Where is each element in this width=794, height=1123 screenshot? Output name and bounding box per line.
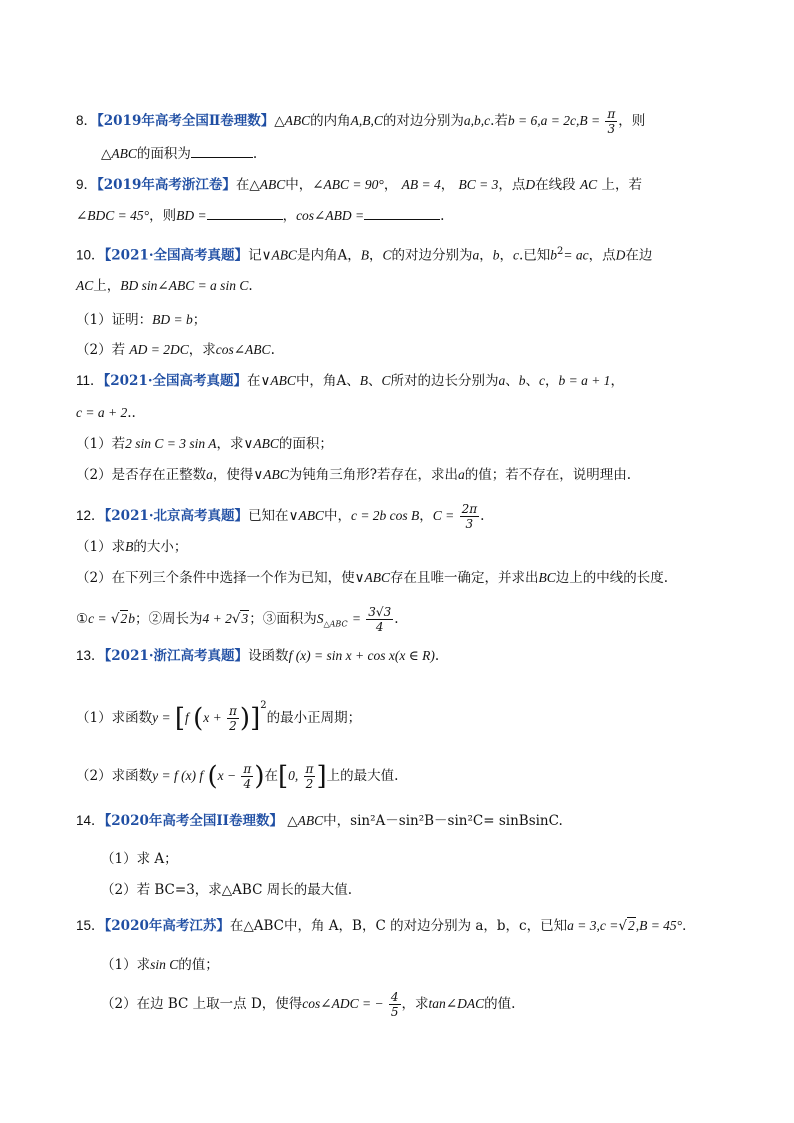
problem-15-line-1 [76,917,696,935]
problem-9-line-2 [76,207,444,225]
math: a [457,467,465,482]
fraction-pi-2 [227,704,239,733]
problem-15-subquestion-2 [101,990,515,1019]
text: ， [499,247,513,264]
math: b [550,247,558,263]
paren: ) [239,703,251,734]
text: ，则 [149,208,177,224]
math: AB = 4 [401,177,441,192]
problem-number: 10． [76,247,105,263]
text: 的面积； [278,436,333,452]
text: 所对的边长分别为 [390,373,499,389]
math: tan∠DAC [428,996,485,1011]
radicand: 2 [120,611,128,626]
text: （2）若 BC=3，求△ABC 周长的最大值. [101,882,352,898]
text: 中， [285,177,313,193]
numerator: 4 [390,990,399,1004]
text: . [480,508,485,524]
problem-source: 【2021·浙江高考真题】 [104,648,249,664]
math: b [518,373,526,388]
problem-13-subquestion-1 [76,697,361,733]
text: （1）求函数 [76,710,153,726]
problem-source: 【2021·全国高考真题】 [104,247,249,264]
text: （1）证明： [76,312,153,328]
math: BD = b [152,312,193,327]
text: 、 [525,373,539,389]
problem-11-subquestion-1 [76,435,333,453]
math: ∠ABC = 90° [312,177,384,192]
problem-source: 【2020年高考江苏】 [104,918,230,934]
text: 在△ABC中，角 A，B，C 的对边分别为 a，b，c，已知 [229,918,568,934]
text: （2）在下列三个条件中选择一个作为已知，使 [76,570,355,586]
math: B [360,247,369,263]
problem-10-subquestion-2 [76,341,275,359]
text: ，求 [188,342,216,358]
problem-number: 9． [76,177,98,192]
problem-number: 12． [76,508,105,523]
text: △ [274,113,285,129]
problem-source: 【2021·北京高考真题】 [104,508,249,524]
text: 的面积为 [136,146,191,162]
math: ∨ABC [288,508,324,523]
numerator: π [607,107,616,121]
text: ， [544,373,559,389]
text: 的值. [484,996,516,1012]
text: 、 [505,373,519,389]
paren: ) [254,761,265,792]
math: C [381,373,391,388]
fraction-pi-3 [605,107,617,136]
text: 的值； [178,957,219,973]
text: A [336,373,347,389]
math: a [206,467,213,482]
fraction-pi-4 [241,762,253,791]
denominator: 3 [607,122,616,136]
math: x + [203,710,222,725]
problem-number: 14． [76,813,105,828]
math: f [185,710,189,725]
text: （1）若 [76,436,126,452]
problem-11-line-1 [76,372,624,390]
math: sin C [150,957,179,972]
math: c = [88,611,107,626]
math: BD = [176,208,207,223]
radical-sign: √ [110,611,120,627]
text: A [337,247,348,264]
paren: ( [193,703,204,734]
problem-8-line-1 [76,107,645,136]
radicand: 3 [241,611,249,626]
text: ，求 [401,996,429,1012]
text: 中，角 [295,373,337,389]
problem-12-conditions [76,605,399,634]
math: ∨ABC [260,373,296,388]
problem-14-subquestion-2 [101,881,352,899]
problem-8-line-2 [101,145,257,163]
text: ，求 [216,436,244,452]
problem-10-line-2 [76,277,253,295]
text: 设函数 [248,648,289,664]
fraction-2pi-3 [460,502,480,531]
radical-sign: √ [618,918,627,934]
text: ，使得 [212,467,254,483]
math: ∨ABC [253,467,289,482]
problem-11-line-2 [76,404,136,422]
text: ，点 [498,177,526,193]
math: BD sin∠ABC = a sin C [120,278,249,293]
text: （1）求 A； [101,851,178,867]
text: 存在且唯一确定，并求出 [389,570,539,586]
math: AD = 2DC [129,342,189,357]
math: cos∠ADC = − [302,996,384,1011]
text: ，点 [588,247,616,264]
answer-blank[interactable] [364,207,440,220]
text: ，则 [618,113,646,129]
math: b = 6,a = 2c,B = [507,113,601,128]
bracket: [ [174,703,186,734]
text: 上的最大值. [326,768,399,784]
subscript: △ABC [323,619,348,629]
denominator: 4 [243,777,252,791]
math: △ABC [287,813,324,828]
text: ． [682,918,696,934]
denominator: 4 [375,620,384,634]
problem-10-line-1 [76,243,652,265]
text: 中，sin²A－sin²B－sin²C= sinBsinC. [323,813,563,829]
bracket: ] [316,761,327,792]
text: 的值；若不存在，说明理由. [464,467,632,483]
problem-12-line-1 [76,502,484,531]
math: BC [538,570,556,585]
math: B [125,539,134,554]
text: 、 [367,373,382,389]
text: 上， [93,278,121,294]
math: 2 sin C = 3 sin A [125,436,217,451]
text: 的内角 [310,113,351,129]
text: ， [383,177,398,193]
math: BC = 3 [458,177,499,192]
math: y = f (x) f [152,768,204,783]
fraction-4-5 [389,990,401,1019]
text: 在 [235,177,250,193]
math: a,b,c [463,113,491,128]
text: ， [479,247,493,264]
text: （1）求 [101,957,151,973]
text: （2）若 [76,342,126,358]
math: a [472,247,480,263]
text: . [248,278,253,294]
text: .若 [490,113,508,129]
denominator: 3 [465,517,474,531]
text: ， [347,247,361,264]
bracket: ] [250,703,261,734]
problem-12-subquestion-1 [76,538,187,556]
numerator: π [243,762,252,776]
math: 0, [288,768,299,783]
text: （2）求函数 [76,768,153,784]
text: ， [419,508,433,524]
text: 在线段 [535,177,576,193]
math: D [525,177,536,192]
math: ABC [284,113,311,128]
math: b [128,611,135,626]
text: ， [610,373,624,389]
math: x − [217,768,237,783]
text: .已知 [518,247,551,264]
problem-source: 【2021·全国高考真题】 [103,373,248,389]
problem-10-subquestion-1 [76,311,206,329]
math: c [538,373,545,388]
math: f (x) = sin x + cos x(x ∈ R) [288,648,435,663]
math: A,B,C [350,113,383,128]
numerator: π [229,704,237,718]
text: ， [440,177,455,193]
text: 上，若 [601,177,642,193]
math: 4 + 2 [202,611,232,626]
text: 在边 [625,247,653,264]
math: c = 2b cos B [350,508,420,523]
problem-source: 【2019年高考浙江卷】 [97,177,236,193]
math: S [316,611,324,626]
math: c [512,247,519,263]
superscript: 2 [260,700,267,711]
problem-9-line-1 [76,176,642,194]
superscript: 2 [557,246,564,257]
math: a [498,373,506,388]
math: a = 3,c = [567,918,619,933]
math: b = a + 1 [558,373,611,388]
radicand: 2 [627,918,635,933]
text: 在 [264,768,278,784]
text: . [434,648,440,664]
text: ； [192,312,207,328]
denominator: 5 [390,1005,399,1019]
text: （1）求 [76,539,126,555]
problem-number: 8． [76,113,98,128]
math: C = [432,508,455,523]
math: = ac [563,247,589,263]
problem-15-subquestion-1 [101,956,219,974]
problem-number: 13． [76,648,105,663]
math: ∨ABC [261,247,297,263]
paren: ( [207,761,218,792]
bracket: [ [277,761,289,792]
math: ∨ABC [243,436,279,451]
text: ， [282,208,297,224]
answer-blank[interactable] [207,207,283,220]
text: 已知在 [248,508,289,524]
text: （2）在边 BC 上取一点 D，使得 [101,996,303,1012]
text: ；③面积为 [249,611,317,627]
problem-number: 15． [76,918,105,933]
problem-12-subquestion-2 [76,569,668,587]
math: c = a + 2 [76,405,128,420]
text: . [440,208,445,224]
text: 中， [323,508,351,524]
text: 为钝角三角形?若存在，求出 [288,467,458,483]
text: 是内角 [296,247,338,264]
denominator: 2 [305,777,314,791]
problem-source: 【2019年高考全国Ⅱ卷理数】 [97,113,275,129]
math: B [359,373,368,388]
text: 、 [346,373,360,389]
text: . [270,342,275,358]
numerator: π [305,762,314,776]
problem-number: 11． [76,373,104,388]
text: ， [368,247,383,264]
math: y = [152,710,171,725]
numerator: 3√3 [368,605,392,619]
math: b [492,247,500,263]
math: AC [579,177,598,192]
text: .. [127,405,136,421]
math: △ABC [249,177,286,192]
math: ABC [111,146,137,161]
text: . [252,146,258,162]
text: 边上的中线的长度. [555,570,669,586]
math: ∠BDC = 45° [76,208,150,223]
math: AC [76,278,94,293]
problem-14-line-1 [76,812,563,830]
problem-source: 【2020年高考全国II卷理数】 [104,813,283,829]
math: ∨ABC [354,570,390,585]
problem-11-subquestion-2 [76,466,631,484]
radical-sign: √ [231,611,241,627]
numerator: 2π [461,502,478,516]
text: 在 [247,373,261,389]
condition-marker: ① [76,611,89,627]
text: 记 [248,247,262,264]
problem-13-line-1 [76,647,439,665]
text: 的大小； [133,539,188,555]
text: （2）是否存在正整数 [76,467,207,483]
math: ,B = 45° [635,918,683,933]
math: cos∠ABD = [296,208,365,223]
text: . [394,611,399,627]
text: △ [101,146,112,162]
fraction-pi-2 [304,762,316,791]
denominator: 2 [229,719,237,733]
text: 的对边分别为 [391,247,473,264]
text: ；②周长为 [135,611,203,627]
problem-13-subquestion-2 [76,762,398,791]
text: 的对边分别为 [382,113,464,129]
math: cos∠ABC [215,342,271,357]
problem-14-subquestion-1 [101,850,178,868]
text: 的最小正周期； [266,710,362,726]
math: C [382,247,392,263]
math: = [351,611,361,626]
answer-blank[interactable] [191,145,253,158]
math: D [615,247,626,263]
fraction-3sqrt3-4 [366,605,393,634]
